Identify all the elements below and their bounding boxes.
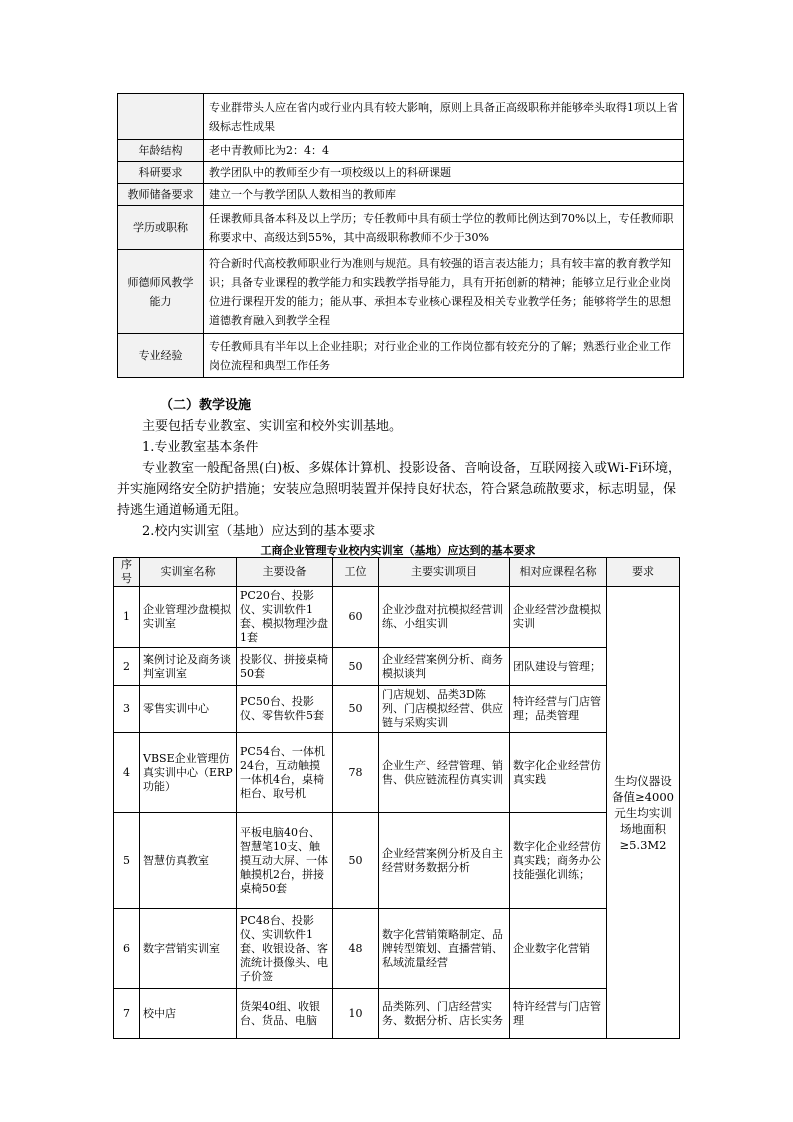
- cell-seats: 50: [333, 648, 379, 686]
- cell-courses: 数字化企业经营仿真实践；商务办公技能强化训练；: [510, 813, 607, 909]
- cell-courses: 企业数字化营销: [510, 909, 607, 989]
- cell-equipment: PC20台、投影仪、实训软件1套、模拟物理沙盘1套: [237, 587, 333, 648]
- row-label: 专业经验: [118, 334, 204, 378]
- cell-name: VBSE企业管理仿真实训中心（ERP功能）: [140, 733, 237, 813]
- table-row: [118, 184, 684, 206]
- teacher-requirements-table: [117, 93, 684, 378]
- row-value: 教学团队中的教师至少有一项校级以上的科研课题: [204, 162, 684, 184]
- table-row: [118, 140, 684, 162]
- cell-projects: 门店规划、品类3D陈列、门店模拟经营、供应链与采购实训: [379, 686, 510, 733]
- lab-requirements-table: [113, 557, 680, 1039]
- row-label: 师德师风教学能力: [118, 250, 204, 334]
- subheading-classroom: 1.专业教室基本条件: [142, 440, 259, 455]
- cell-seats: 60: [333, 587, 379, 648]
- cell-projects: 企业经营案例分析及自主经营财务数据分析: [379, 813, 510, 909]
- row-label: [118, 94, 204, 140]
- cell-seats: 48: [333, 909, 379, 989]
- table-row: [114, 909, 680, 989]
- cell-equipment: PC54台、一体机24台，互动触摸一体机4台，桌椅柜台、取号机: [237, 733, 333, 813]
- table-row: [114, 813, 680, 909]
- row-value: 建立一个与教学团队人数相当的教师库: [204, 184, 684, 206]
- cell-courses: 特许经营与门店管理: [510, 989, 607, 1039]
- row-label: 科研要求: [118, 162, 204, 184]
- table-header-row: [114, 558, 680, 587]
- table-row: [118, 206, 684, 250]
- cell-requirement: 生均仪器设备值≥4000元生均实训场地面积≥5.3M2: [607, 587, 680, 1039]
- cell-projects: 企业生产、经营管理、销售、供应链流程仿真实训: [379, 733, 510, 813]
- cell-name: 数字营销实训室: [140, 909, 237, 989]
- row-label: 学历或职称: [118, 206, 204, 250]
- cell-courses: 企业经营沙盘模拟实训: [510, 587, 607, 648]
- cell-projects: 企业沙盘对抗模拟经营训练、小组实训: [379, 587, 510, 648]
- section-intro: 主要包括专业教室、实训室和校外实训基地。: [142, 419, 403, 434]
- row-value: 符合新时代高校教师职业行为准则与规范。具有较强的语言表达能力；具有较丰富的教育教学知识；具备专业课程的教学能力和实践教学指导能力，具有开拓创新的精神；能够立足行业企业岗位进行课程开发的能力；能从事、承担本专业核心课程及相关专业教学任务；能够将学生的思想道德教育融入到教学全程: [204, 250, 684, 334]
- table-row: [114, 587, 680, 648]
- subheading-labs: 2.校内实训室（基地）应达到的基本要求: [142, 524, 376, 539]
- table-row: [118, 334, 684, 378]
- cell-no: 1: [114, 587, 140, 648]
- section-heading: （二）教学设施: [160, 398, 252, 413]
- classroom-paragraph: 专业教室一般配备黑(白)板、多媒体计算机、投影设备、音响设备，互联网接入或Wi-Fi环境，并实施网络安全防护措施；安装应急照明装置并保持良好状态，符合紧急疏散要求，标志明显，保持逃生通道畅通无阻。: [117, 461, 682, 518]
- cell-no: 5: [114, 813, 140, 909]
- cell-name: 零售实训中心: [140, 686, 237, 733]
- cell-name: 企业管理沙盘模拟实训室: [140, 587, 237, 648]
- cell-seats: 10: [333, 989, 379, 1039]
- cell-seats: 78: [333, 733, 379, 813]
- lab-table-caption: 工商企业管理专业校内实训室（基地）应达到的基本要求: [260, 544, 536, 557]
- cell-projects: 企业经营案例分析、商务模拟谈判: [379, 648, 510, 686]
- cell-seats: 50: [333, 686, 379, 733]
- cell-equipment: 平板电脑40台、智慧笔10支、触摸互动大屏、一体触摸机2台，拼接桌椅50套: [237, 813, 333, 909]
- cell-equipment: PC50台、投影仪、零售软件5套: [237, 686, 333, 733]
- cell-projects: 品类陈列、门店经营实务、数据分析、店长实务: [379, 989, 510, 1039]
- col-header-requirement: 要求: [607, 558, 680, 587]
- table-row: [118, 94, 684, 140]
- row-value: 任课教师具备本科及以上学历；专任教师中具有硕士学位的教师比例达到70%以上，专任教师职称要求中、高级达到55%，其中高级职称教师不少于30%: [204, 206, 684, 250]
- col-header-equipment: 主要设备: [237, 558, 333, 587]
- cell-equipment: PC48台、投影仪、实训软件1套、收银设备、客流统计摄像头、电子价签: [237, 909, 333, 989]
- cell-equipment: 投影仪、拼接桌椅50套: [237, 648, 333, 686]
- table-row: [114, 686, 680, 733]
- cell-courses: 团队建设与管理；: [510, 648, 607, 686]
- table-row: [114, 989, 680, 1039]
- cell-courses: 数字化企业经营仿真实践: [510, 733, 607, 813]
- row-label: 教师储备要求: [118, 184, 204, 206]
- cell-seats: 50: [333, 813, 379, 909]
- cell-equipment: 货架40组、收银台、货品、电脑: [237, 989, 333, 1039]
- cell-no: 2: [114, 648, 140, 686]
- cell-no: 7: [114, 989, 140, 1039]
- col-header-seats: 工位: [333, 558, 379, 587]
- table-row: [118, 162, 684, 184]
- cell-name: 案例讨论及商务谈判室训室: [140, 648, 237, 686]
- cell-no: 6: [114, 909, 140, 989]
- cell-courses: 特许经营与门店管理；品类管理: [510, 686, 607, 733]
- table-row: [114, 648, 680, 686]
- cell-name: 校中店: [140, 989, 237, 1039]
- cell-no: 4: [114, 733, 140, 813]
- table-row: [118, 250, 684, 334]
- col-header-projects: 主要实训项目: [379, 558, 510, 587]
- cell-name: 智慧仿真教室: [140, 813, 237, 909]
- row-label: 年龄结构: [118, 140, 204, 162]
- row-value: 专任教师具有半年以上企业挂职；对行业企业的工作岗位都有较充分的了解；熟悉行业企业工作岗位流程和典型工作任务: [204, 334, 684, 378]
- row-value: 专业群带头人应在省内或行业内具有较大影响，原则上具备正高级职称并能够牵头取得1项以上省级标志性成果: [204, 94, 684, 140]
- row-value: 老中青教师比为2：4：4: [204, 140, 684, 162]
- col-header-name: 实训室名称: [140, 558, 237, 587]
- cell-no: 3: [114, 686, 140, 733]
- table-row: [114, 733, 680, 813]
- col-header-no: 序号: [114, 558, 140, 587]
- cell-projects: 数字化营销策略制定、品牌转型策划、直播营销、私域流量经营: [379, 909, 510, 989]
- col-header-courses: 相对应课程名称: [510, 558, 607, 587]
